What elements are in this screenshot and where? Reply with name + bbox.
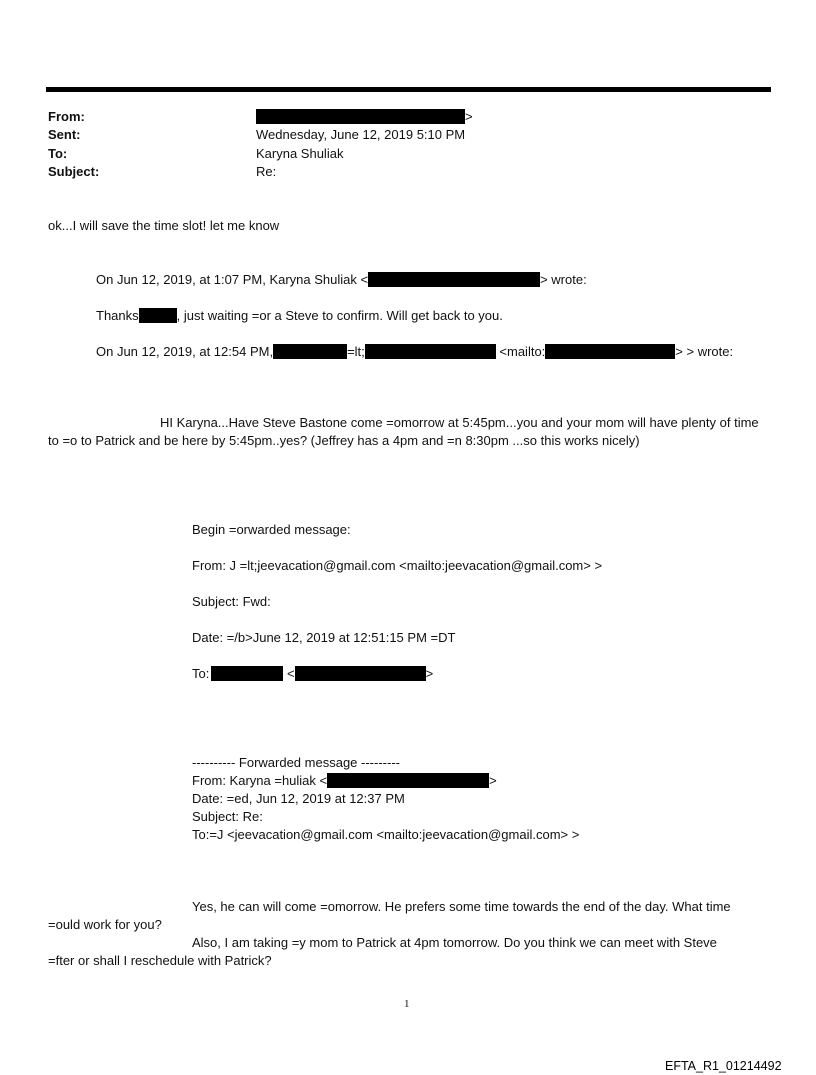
- thanks-prefix: Thanks: [96, 308, 139, 323]
- quote1-prefix: On Jun 12, 2019, at 1:07 PM, Karyna Shuliak <: [96, 272, 369, 287]
- quote2-lt: =lt;: [347, 344, 365, 359]
- redaction-bar: [273, 344, 347, 359]
- from-label: From:: [48, 109, 85, 124]
- fwd-to-gt: >: [425, 666, 434, 681]
- last1-line2: =ould work for you?: [48, 917, 162, 932]
- quote2-prefix: On Jun 12, 2019, at 12:54 PM,: [96, 344, 274, 359]
- redaction-bar: [256, 109, 465, 124]
- reply-text: ok...I will save the time slot! let me know: [48, 218, 280, 233]
- redaction-bar: [139, 308, 177, 323]
- quote2-suffix: > > wrote:: [675, 344, 734, 359]
- page-number: 1: [404, 998, 410, 1010]
- last2-line1: Also, I am taking =y mom to Patrick at 4pm tomorrow. Do you think we can meet with Steve: [192, 935, 717, 950]
- fwd-date: Date: =/b>June 12, 2019 at 12:51:15 PM =DT: [192, 630, 456, 645]
- sent-label: Sent:: [48, 127, 81, 142]
- quote2-line: [96, 343, 733, 360]
- fwd-to-lt: <: [286, 666, 295, 681]
- quote1-line: [96, 271, 587, 288]
- header-rule: [46, 87, 771, 92]
- fm-subject: Subject: Re:: [192, 809, 263, 824]
- to-label: To:: [48, 146, 68, 161]
- quote2-mailto: <mailto:: [499, 344, 546, 359]
- para1-line1: HI Karyna...Have Steve Bastone come =omorrow at 5:45pm...you and your mom will have plenty of time: [160, 415, 759, 430]
- fm-from: [192, 772, 497, 789]
- redaction-bar: [545, 344, 675, 359]
- last2-line2: =fter or shall I reschedule with Patrick?: [48, 953, 272, 968]
- fwd-to-prefix: To:: [192, 666, 210, 681]
- redaction-bar: [327, 773, 489, 788]
- redaction-bar: [365, 344, 496, 359]
- fm-date: Date: =ed, Jun 12, 2019 at 12:37 PM: [192, 791, 405, 806]
- sent-value: Wednesday, June 12, 2019 5:10 PM: [256, 127, 466, 142]
- from-suffix: >: [465, 109, 473, 124]
- fm-divider: ---------- Forwarded message ---------: [192, 755, 400, 770]
- fm-from-suffix: >: [489, 773, 497, 788]
- fwd-from: From: J =lt;jeevacation@gmail.com <mailto:jeevacation@gmail.com> >: [192, 558, 603, 573]
- redaction-bar: [211, 666, 283, 681]
- redaction-bar: [295, 666, 426, 681]
- from-value: [256, 108, 473, 125]
- last1-line1: Yes, he can will come =omorrow. He prefers some time towards the end of the day. What time: [192, 899, 731, 914]
- fm-from-prefix: From: Karyna =huliak <: [192, 773, 328, 788]
- fm-to: To:=J <jeevacation@gmail.com <mailto:jeevacation@gmail.com> >: [192, 827, 580, 842]
- para1-line2: to =o to Patrick and be here by 5:45pm..yes? (Jeffrey has a 4pm and =n 8:30pm ...so this works nicely): [48, 433, 640, 448]
- fwd-begin: Begin =orwarded message:: [192, 522, 351, 537]
- redaction-bar: [368, 272, 540, 287]
- document-id: EFTA_R1_01214492: [665, 1059, 782, 1073]
- quote1-suffix: > wrote:: [540, 272, 587, 287]
- subject-value: Re:: [256, 164, 277, 179]
- fwd-to: [192, 665, 433, 682]
- to-value: Karyna Shuliak: [256, 146, 344, 161]
- thanks-line: [96, 307, 503, 324]
- thanks-suffix: , just waiting =or a Steve to confirm. Will get back to you.: [176, 308, 503, 323]
- fwd-subject: Subject: Fwd:: [192, 594, 271, 609]
- subject-label: Subject:: [48, 164, 100, 179]
